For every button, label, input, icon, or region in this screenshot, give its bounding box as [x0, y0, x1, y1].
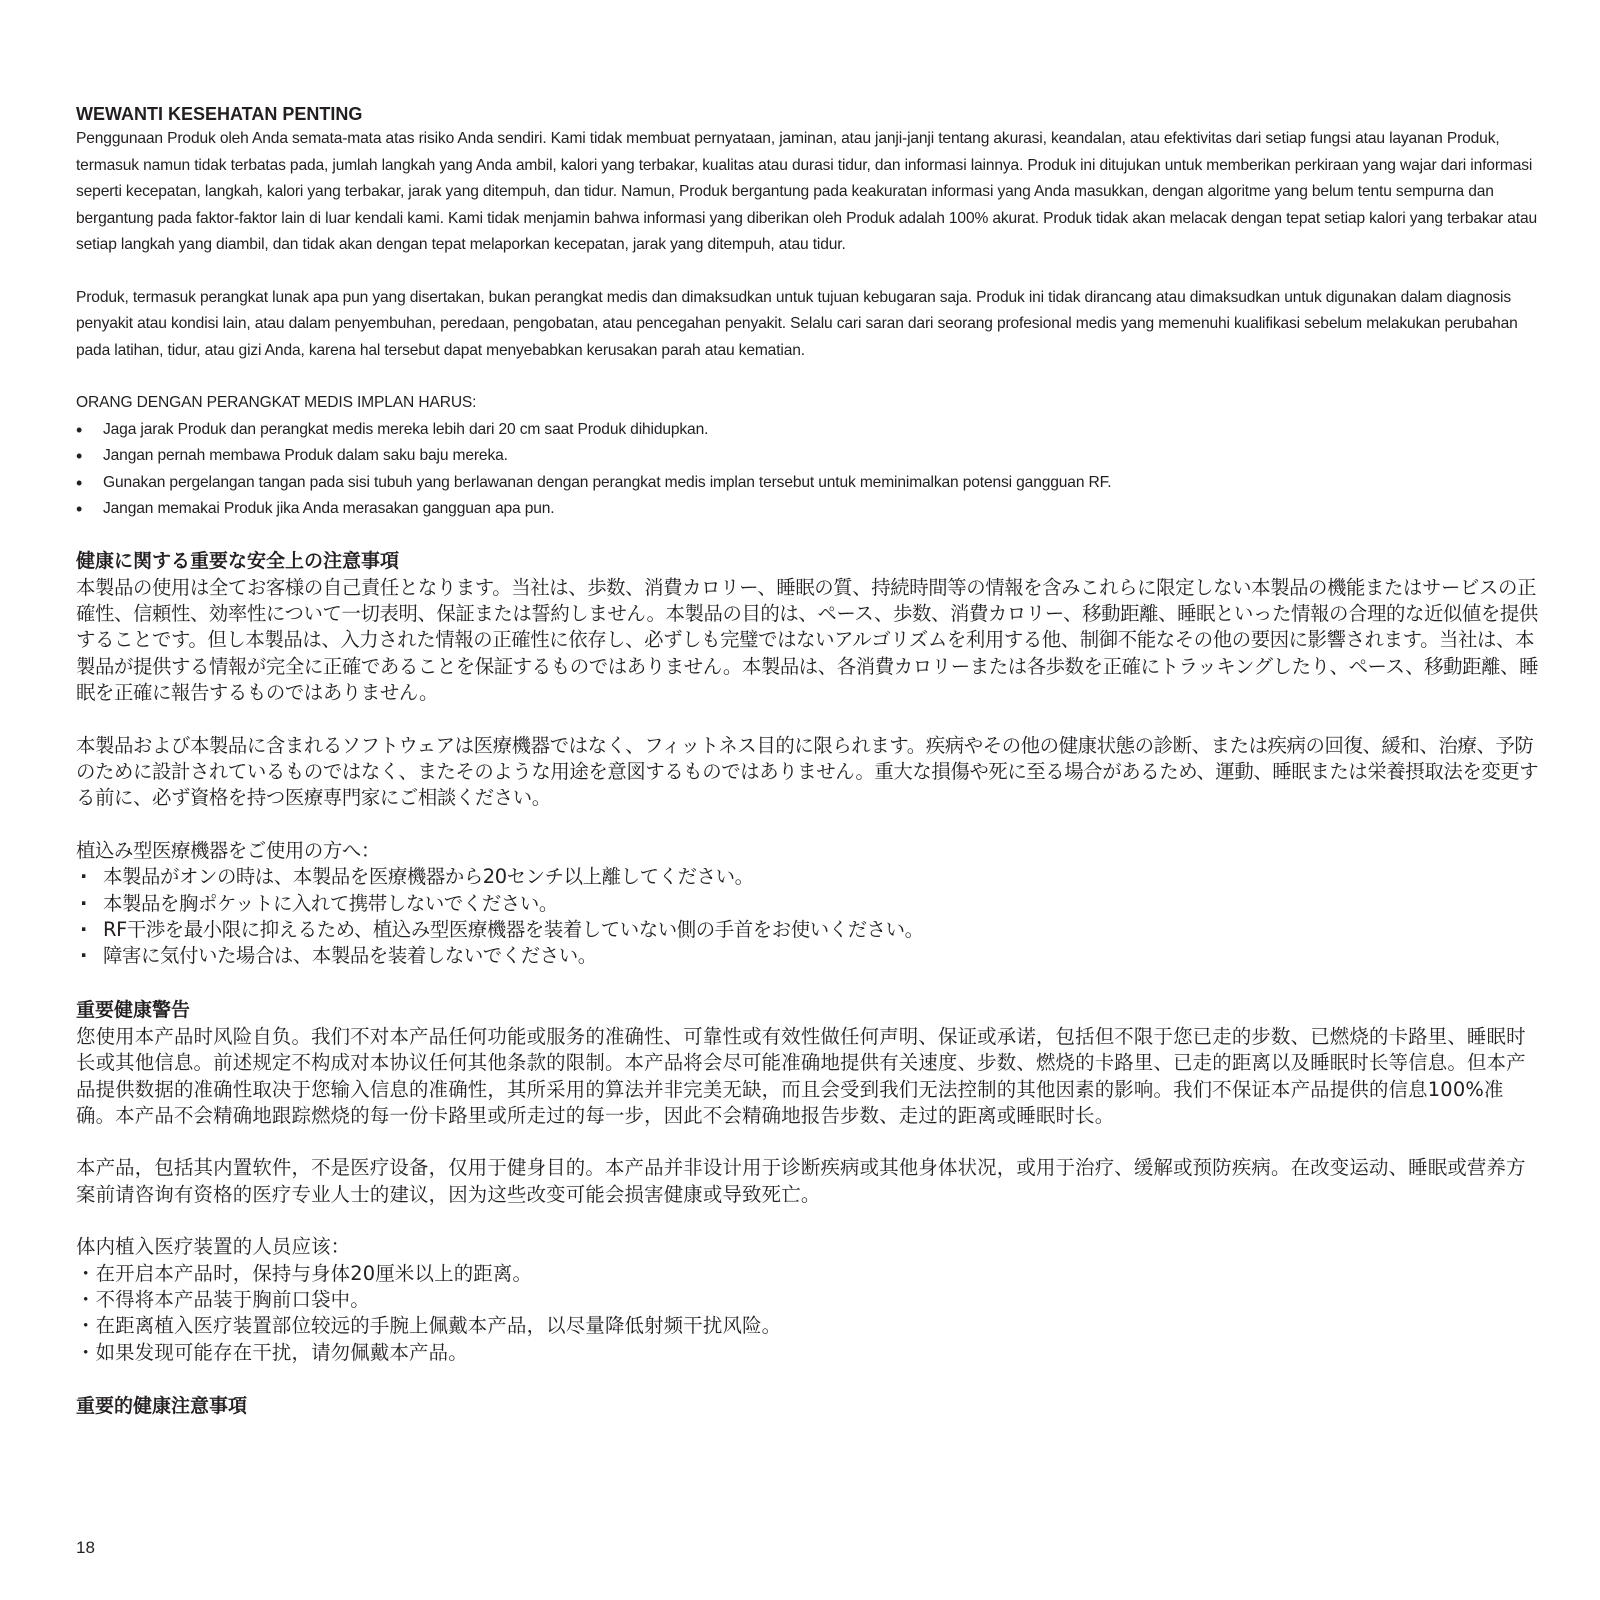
japanese-health-warning	[76, 547, 1540, 970]
implant-list	[76, 864, 1540, 970]
indonesian-health-warning	[76, 102, 1540, 523]
list-item: · 本製品を胸ポケットに入れて携帯しないでください。	[76, 891, 1540, 917]
document-page	[76, 102, 1540, 1420]
list-item: · 障害に気付いた場合は、本製品を装着しないでください。	[76, 943, 1540, 969]
paragraph: 您使用本产品时风险自负。我们不对本产品任何功能或服务的准确性、可靠性或有效性做任何声明、保证或承诺，包括但不限于您已走的步数、已燃烧的卡路里、睡眠时长或其他信息。前述规定不构成对本协议任何其他条款的限制。本产品将会尽可能准确地提供有关速度、步数、燃烧的卡路里、已走的距离以及睡眠时长等信息。但本产品提供数据的准确性取决于您输入信息的准确性，其所采用的算法并非完美无缺，而且会受到我们无法控制的其他因素的影响。我们不保证本产品提供的信息100%准确。本产品不会精确地跟踪燃烧的每一份卡路里或所走过的每一步，因此不会精确地报告步数、走过的距离或睡眠时长。	[76, 1024, 1526, 1127]
page-number: 18	[76, 1538, 95, 1557]
paragraph: 本製品および本製品に含まれるソフトウェアは医療機器ではなく、フィットネス目的に限られます。疾病やその他の健康状態の診断、または疾病の回復、緩和、治療、予防のために設計されているものではなく、またそのような用途を意図するものではありません。重大な損傷や死に至る場合があるため、運動、睡眠または栄養摂取法を変更する前に、必ず資格を持つ医療専門家にご相談ください。	[76, 733, 1539, 810]
list-item: ・如果发现可能存在干扰，请勿佩戴本产品。	[76, 1340, 468, 1364]
list-item: • Gunakan pergelangan tangan pada sisi tubuh yang berlawanan dengan perangkat medis implan tersebut untuk meminimalkan potensi gangguan RF.	[76, 470, 1540, 497]
chinese-health-warning	[76, 996, 1540, 1366]
implant-heading: 植込み型医療機器をご使用の方へ：	[76, 838, 380, 862]
list-item: ・不得将本产品装于胸前口袋中。	[76, 1288, 370, 1312]
list-item: ・在距离植入医疗装置部位较远的手腕上佩戴本产品，以尽量降低射频干扰风险。	[76, 1314, 782, 1338]
section-title: WEWANTI KESEHATAN PENTING	[76, 104, 363, 124]
list-item: • Jangan pernah membawa Produk dalam saku baju mereka.	[76, 443, 1540, 470]
paragraph: 本产品，包括其内置软件，不是医疗设备，仅用于健身目的。本产品并非设计用于诊断疾病或其他身体状况，或用于治疗、缓解或预防疾病。在改变运动、睡眠或营养方案前请咨询有资格的医疗专业人士的建议，因为这些改变可能会损害健康或导致死亡。	[76, 1156, 1526, 1206]
paragraph: Penggunaan Produk oleh Anda semata-mata atas risiko Anda sendiri. Kami tidak membuat pernyataan, jaminan, atau janji-janji tentang akurasi, keandalan, atau efektivitas dari setiap fungsi atau layanan Produk, termasuk namun tidak terbatas pada, jumlah langkah yang Anda ambil, kalori yang terbakar, kualitas atau durasi tidur, dan informasi lainnya. Produk ini ditujukan untuk memberikan perkiraan yang wajar dari informasi seperti kecepatan, langkah, kalori yang terbakar, jarak yang ditempuh, dan tidur. Namun, Produk bergantung pada keakuratan informasi yang Anda masukkan, dengan algoritme yang belum tentu sempurna dan bergantung pada faktor-faktor lain di luar kendali kami. Kami tidak menjamin bahwa informasi yang diberikan oleh Produk adalah 100% akurat. Produk tidak akan melacak dengan tepat setiap kalori yang terbakar atau setiap langkah yang diambil, dan tidak akan dengan tepat melaporkan kecepatan, jarak yang ditempuh, atau tidur.	[76, 130, 1538, 253]
implant-heading: ORANG DENGAN PERANGKAT MEDIS IMPLAN HARUS:	[76, 394, 477, 411]
list-item: • Jangan memakai Produk jika Anda merasakan gangguan apa pun.	[76, 496, 1540, 523]
list-item: ・在开启本产品时，保持与身体20厘米以上的距离。	[76, 1261, 533, 1285]
list-item: · RF干渉を最小限に抑えるため、植込み型医療機器を装着していない側の手首をお使いください。	[76, 917, 1540, 943]
list-item: · 本製品がオンの時は、本製品を医療機器から20センチ以上離してください。	[76, 864, 1540, 890]
traditional-chinese-health-warning	[76, 1392, 1540, 1420]
implant-heading: 体内植入医疗装置的人员应该：	[76, 1235, 351, 1259]
paragraph: 本製品の使用は全てお客様の自己責任となります。当社は、歩数、消費カロリー、睡眠の質、持続時間等の情報を含みこれらに限定しない本製品の機能またはサービスの正確性、信頼性、効率性について一切表明、保証または誓約しません。本製品の目的は、ペース、歩数、消費カロリー、移動距離、睡眠といった情報の合理的な近似値を提供することです。但し本製品は、入力された情報の正確性に依存し、必ずしも完璧ではないアルゴリズムを利用する他、制御不能なその他の要因に影響されます。当社は、本製品が提供する情報が完全に正確であることを保証するものではありません。本製品は、各消費カロリーまたは各歩数を正確にトラッキングしたり、ペース、移動距離、睡眠を正確に報告するものではありません。	[76, 575, 1539, 705]
implant-list	[76, 417, 1540, 523]
section-title: 健康に関する重要な安全上の注意事項	[76, 549, 400, 572]
list-item: • Jaga jarak Produk dan perangkat medis mereka lebih dari 20 cm saat Produk dihidupkan.	[76, 417, 1540, 444]
section-title: 重要的健康注意事項	[76, 1395, 248, 1418]
section-title: 重要健康警告	[76, 998, 191, 1021]
implant-list	[76, 1261, 1540, 1367]
paragraph: Produk, termasuk perangkat lunak apa pun yang disertakan, bukan perangkat medis dan dimaksudkan untuk tujuan kebugaran saja. Produk ini tidak dirancang atau dimaksudkan untuk digunakan dalam diagnosis penyakit atau kondisi lain, atau dalam penyembuhan, peredaan, pengobatan, atau pencegahan penyakit. Selalu cari saran dari seorang profesional medis yang memenuhi kualifikasi sebelum melakukan perubahan pada latihan, tidur, atau gizi Anda, karena hal tersebut dapat menyebabkan kerusakan parah atau kematian.	[76, 288, 1518, 359]
